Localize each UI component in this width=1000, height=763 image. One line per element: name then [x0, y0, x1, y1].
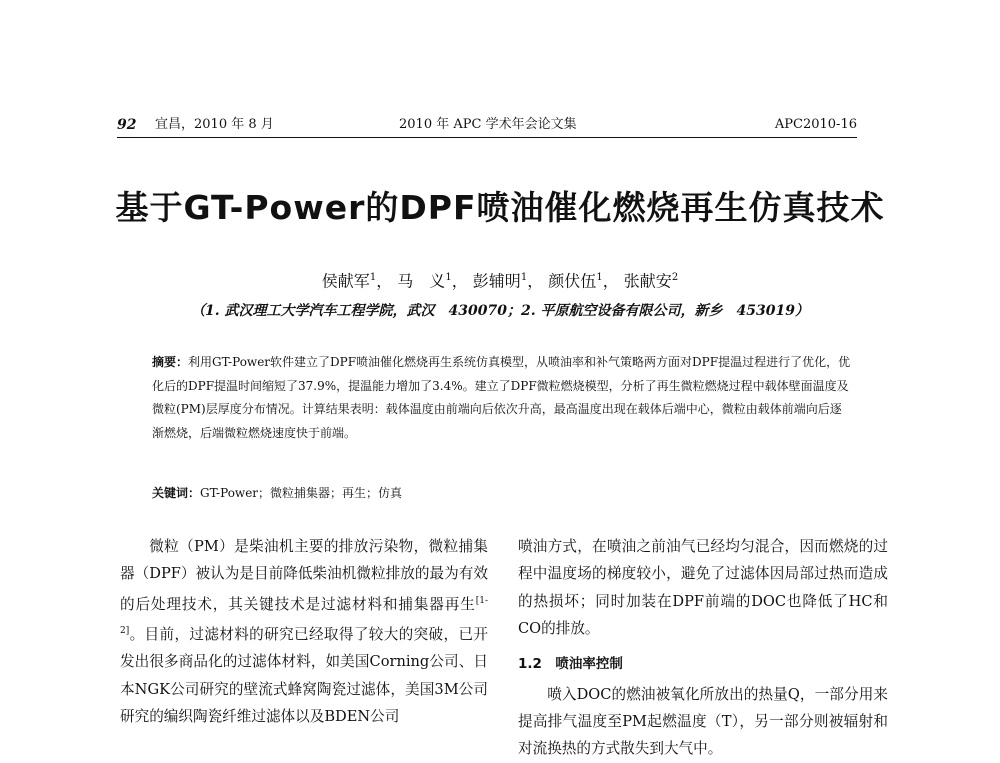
header-conference: 2010 年 APC 学术年会论文集 — [399, 117, 577, 132]
author-affiliation-mark: 1 — [445, 272, 452, 283]
body-column-right — [518, 533, 888, 763]
author-affiliation-mark: 1 — [520, 272, 528, 283]
header-rule — [117, 137, 857, 138]
keywords-label: 关键词： — [152, 486, 201, 500]
author-separator: ， — [602, 271, 619, 291]
keywords-text: GT-Power；微粒捕集器；再生；仿真 — [200, 486, 403, 500]
header-location-date: 宜昌，2010 年 8 月 — [155, 117, 274, 132]
author-affiliation-mark: 2 — [671, 272, 679, 283]
author-affiliation-mark: 1 — [596, 272, 603, 283]
affiliations: （1. 武汉理工大学汽车工程学院，武汉 430070；2. 平原航空设备有限公司，新乡 453019） — [191, 303, 809, 319]
citation-ref: [1-2] — [120, 595, 488, 637]
body-paragraph: 喷入DOC的燃油被氧化所放出的热量Q，一部分用来提高排气温度至PM起燃温度（T），另一部分则被辐射和对流换热的方式散失到大气中。 — [518, 685, 888, 758]
paper-title: 基于GT-Power的DPF喷油催化燃烧再生仿真技术 — [115, 188, 885, 227]
author-name: 彭辅明 — [472, 271, 521, 291]
author-name: 马 义 — [397, 271, 446, 291]
header-paper-code: APC2010-16 — [774, 117, 857, 132]
author-name: 颜伏伍 — [548, 271, 597, 291]
running-header — [117, 113, 857, 137]
keywords — [152, 482, 852, 504]
body-column-left — [120, 533, 488, 731]
body-paragraph — [120, 533, 488, 731]
body-text: 。目前，过滤材料的研究已经取得了较大的突破，已开发出很多商品化的过滤体材料，如美国Corning公司、日本NGK公司研究的壁流式蜂窝陶瓷过滤体，美国3M公司研究的编织陶瓷纤维过滤体以及BDEN公司 — [120, 625, 488, 726]
author-separator: ， — [451, 271, 468, 291]
page-number: 92 — [117, 117, 137, 133]
body-text: 微粒（PM）是柴油机主要的排放污染物，微粒捕集器（DPF）被认为是目前降低柴油机微粒排放的最为有效的后处理技术，其关键技术是过滤材料和捕集器再生 — [120, 538, 488, 613]
author-name: 侯献军 — [321, 271, 370, 291]
abstract-label: 摘要： — [152, 355, 189, 369]
abstract — [152, 351, 852, 445]
author-separator: ， — [376, 271, 393, 291]
author-name: 张献安 — [623, 271, 672, 291]
author-separator: ， — [527, 271, 544, 291]
body-paragraph: 喷油方式，在喷油之前油气已经均匀混合，因而燃烧的过程中温度场的梯度较小，避免了过滤体因局部过热而造成的热损坏；同时加装在DPF前端的DOC也降低了HC和CO的排放。 — [518, 538, 888, 638]
author-list — [60, 266, 940, 293]
author-affiliation-mark: 1 — [369, 272, 377, 283]
abstract-text: 利用GT-Power软件建立了DPF喷油催化燃烧再生系统仿真模型，从喷油率和补气策略两方面对DPF提温过程进行了优化，优化后的DPF提温时间缩短了37.9%，提温能力增加了3.4%。建立了DPF微粒燃烧模型，分析了再生微粒燃烧过程中载体壁面温度及微粒(PM)层厚度分布情况。计算结果表明：载体温度由前端向后依次升高，最高温度出现在载体后端中心，微粒由载体前端向后逐渐燃烧，后端微粒燃烧速度快于前端。 — [152, 355, 851, 440]
section-heading: 1.2 喷油率控制 — [518, 655, 623, 672]
